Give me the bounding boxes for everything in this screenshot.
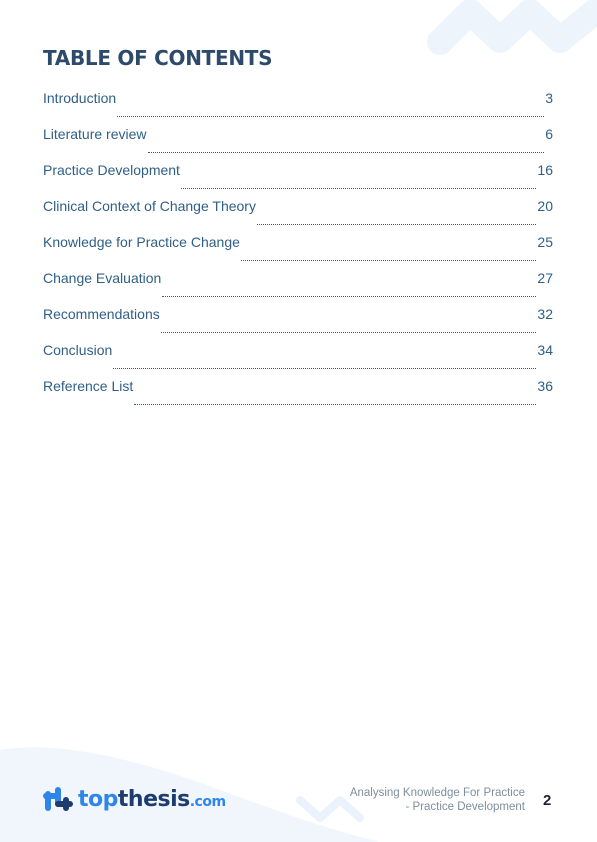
toc-entry-page: 3 xyxy=(545,90,553,106)
toc-entry-title: Clinical Context of Change Theory xyxy=(43,198,256,214)
dot-leader xyxy=(148,151,545,153)
dot-leader xyxy=(134,403,536,405)
toc-entry-page: 20 xyxy=(537,198,553,214)
toc-entry-page: 16 xyxy=(537,162,553,178)
toc-entry-page: 36 xyxy=(537,378,553,394)
toc-entry-recommendations[interactable] xyxy=(43,304,553,340)
toc-entry-title: Introduction xyxy=(43,90,117,106)
toc-entry-practice-development[interactable] xyxy=(43,160,553,196)
dot-leader xyxy=(161,331,537,333)
document-title xyxy=(350,786,525,814)
toc-entry-title: Change Evaluation xyxy=(43,270,162,286)
toc-entry-title: Literature review xyxy=(43,126,147,142)
dot-leader xyxy=(113,367,536,369)
toc-entry-title: Reference List xyxy=(43,378,134,394)
toc-entry-introduction[interactable] xyxy=(43,88,553,124)
table-of-contents xyxy=(43,88,553,412)
toc-entry-page: 34 xyxy=(537,342,553,358)
dot-leader xyxy=(241,259,537,261)
dot-leader xyxy=(257,223,536,225)
toc-entry-title: Recommendations xyxy=(43,306,160,322)
toc-entry-reference-list[interactable] xyxy=(43,376,553,412)
toc-entry-title: Knowledge for Practice Change xyxy=(43,234,240,250)
page-number: 2 xyxy=(543,792,552,809)
logo-wordmark xyxy=(78,789,226,811)
dot-leader xyxy=(117,115,544,117)
toc-entry-page: 32 xyxy=(537,306,553,322)
toc-entry-knowledge-for-practice-change[interactable] xyxy=(43,232,553,268)
document-title-line-1: Analysing Knowledge For Practice xyxy=(349,787,525,799)
toc-entry-page: 27 xyxy=(537,270,553,286)
toc-entry-change-evaluation[interactable] xyxy=(43,268,553,304)
toc-entry-literature-review[interactable] xyxy=(43,124,553,160)
logo-text-thesis: thesis xyxy=(117,787,190,812)
topthesis-logo[interactable] xyxy=(43,785,226,815)
logo-text-top: top xyxy=(78,787,118,812)
dot-leader xyxy=(181,187,536,189)
toc-entry-clinical-context[interactable] xyxy=(43,196,553,232)
page-title: TABLE OF CONTENTS xyxy=(43,46,273,70)
toc-entry-title: Conclusion xyxy=(43,342,113,358)
toc-entry-page: 6 xyxy=(545,126,553,142)
document-title-line-2: - Practice Development xyxy=(405,801,525,813)
toc-entry-page: 25 xyxy=(537,234,553,250)
toc-entry-title: Practice Development xyxy=(43,162,180,178)
topthesis-logo-icon xyxy=(43,785,73,815)
dot-leader xyxy=(162,295,536,297)
logo-text-suffix: .com xyxy=(189,794,226,810)
toc-entry-conclusion[interactable] xyxy=(43,340,553,376)
